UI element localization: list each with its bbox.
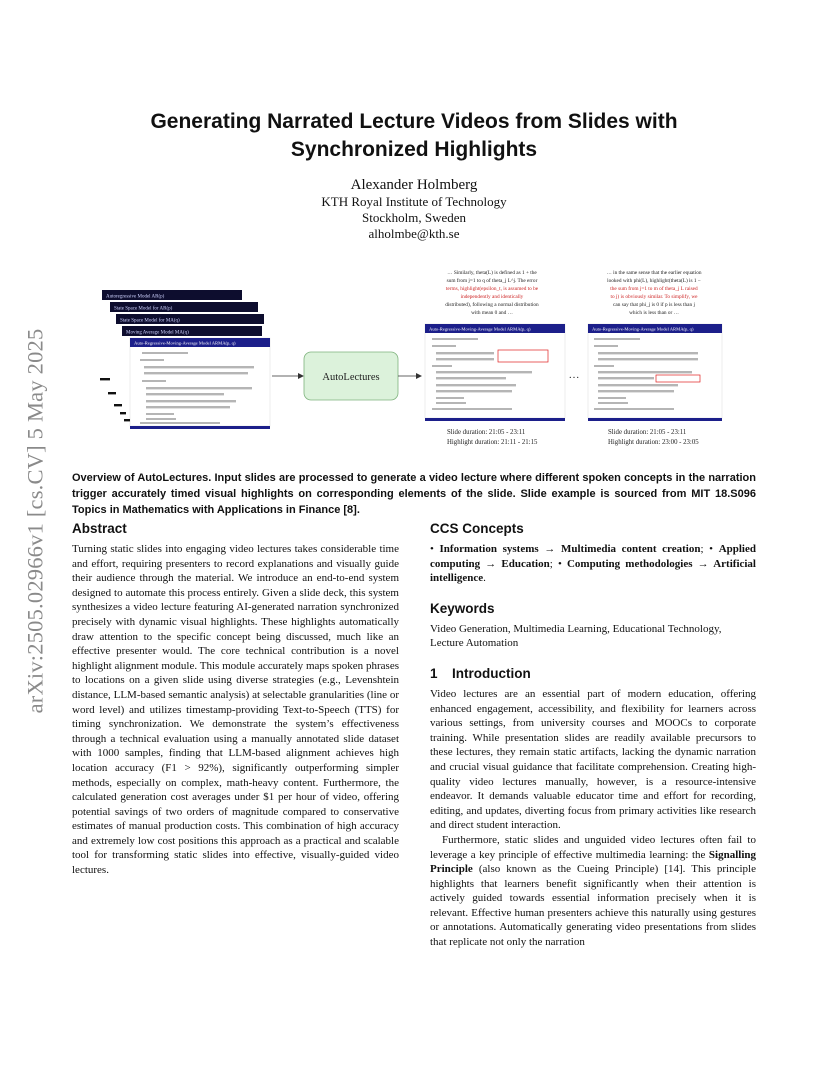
stack-label-1: Autoregressive Model AR(p): [106, 294, 165, 300]
output-frame-1: [425, 269, 565, 446]
title-line-1: Generating Narrated Lecture Videos from Slides with: [150, 110, 678, 133]
out1-text-line-4: independently and identically: [460, 294, 524, 300]
out1-highlight-duration: Highlight duration: 21:11 - 21:15: [447, 439, 538, 446]
signalling-principle-term: Signalling Principle: [430, 848, 756, 876]
author-affiliation: KTH Royal Institute of Technology: [321, 194, 507, 209]
arrow-out-head: [416, 373, 422, 379]
out2-text-line-3: the sum from j=1 to m of theta_j L raised: [610, 286, 698, 292]
out2-text-line-1: … in the same sense that the earlier equation: [606, 270, 702, 276]
section-number: 1: [430, 665, 438, 681]
figure-caption: Overview of AutoLectures. Input slides are processed to generate a video lecture where different spoken concepts in the narration trigger accurately timed visual highlights on corresponding elements of the slide. Slide example is sourced from MIT 18.S096 Topics in Mathematics with Applications in Finance [8].: [72, 472, 756, 516]
out2-slide-duration: Slide duration: 21:05 - 23:11: [608, 429, 687, 436]
out1-text-line-6: with mean 0 and …: [471, 310, 513, 316]
intro-paragraph-2: Furthermore, static slides and unguided video lectures often fail to leverage a key principle of effective multimedia learning: the Signalling Principle (also known as the Cueing Principle) [14]. This principle highlights that learners benefit significantly when their attention is actively guided towards essential information precisely when it is relevant. Effective human presenters achieve this naturally using gestures or annotations. Automatically generating video presentations from slides that replicate not only the narration: [430, 833, 756, 949]
author-name: Alexander Holmberg: [350, 177, 478, 193]
arrow-in-head: [298, 373, 304, 379]
paper-title: [80, 108, 748, 164]
out1-text-line-5: distributed), following a normal distribution: [445, 302, 539, 308]
abstract-body: Turning static slides into engaging video lectures takes considerable time and effort, requiring presenters to record explanations and visually guide their audience through the material. We introduce an end-to-end system designed to automate this process entirely. Given a slide deck, this system synthesizes a video lecture featuring AI-generated narration synchronized precisely with dynamic visual highlights. These highlights automatically draw attention to the specific concept being discussed, much like an effective presenter would. The core technical contribution is a novel highlight alignment module. This module accurately maps spoken phrases to locations on a given slide using diverse strategies (e.g., Levenshtein distance, LLM-based semantic analysis) at selectable granularities (line or word level) and utilizes timestamp-providing Text-to-Speech (TTS) for timing synchronization. We demonstrate the system’s effectiveness through a technical evaluation using a manually annotated slide dataset with 1000 samples, finding that LLM-based alignment achieves high location accuracy (F1 > 92%), significantly outperforming simpler methods, especially on complex, math-heavy content. Furthermore, the calculated generation cost averages under $1 per hour of video, offering potential savings of two orders of magnitude compared to conservative estimates of manual production costs. This combination of high accuracy and extremely low cost positions this approach as a practical and scalable tool for transforming static slides into effective, visually-guided video lectures.: [72, 543, 399, 877]
stack-label-4: Moving Average Model MA(q): [126, 330, 189, 336]
stack-label-3: State Space Model for MA(q): [120, 318, 180, 324]
author-location: Stockholm, Sweden: [362, 210, 466, 225]
ccs-body: • Information systems → Multimedia content creation; • Applied computing → Education; • Computing methodologies → Artificial intelligence.: [430, 543, 756, 585]
out2-text-line-5: can say that phi_j is 0 if p is less than j: [613, 302, 695, 308]
author-email: alholmbe@kth.se: [368, 226, 460, 241]
right-column: [430, 520, 756, 950]
ccs-concept-3: Computing methodologies → Artificial intelligence: [430, 557, 756, 585]
ccs-heading: CCS Concepts: [430, 521, 524, 536]
introduction-heading: [430, 665, 756, 683]
section-title: Introduction: [452, 665, 531, 681]
autolectures-label: AutoLectures: [322, 372, 380, 383]
output-frame-2: [588, 270, 722, 446]
out2-slide-header: Auto-Regressive-Moving-Average Model ARMA(p, q): [592, 326, 694, 332]
author-block: [200, 176, 628, 242]
frames-ellipsis: …: [568, 369, 580, 381]
stack-label-5: Auto-Regressive-Moving-Average Model ARMA(p, q): [134, 340, 236, 346]
out2-text-line-4: to j) is obviously similar. To simplify, we: [610, 294, 698, 300]
title-line-2: Synchronized Highlights: [290, 138, 538, 161]
out1-text-line-3: terms, highlight(epsilon_t, is assumed to be: [445, 286, 539, 292]
out1-text-line-2: sum from j=1 to q of theta_j L^j. The error: [446, 278, 538, 284]
intro-paragraph-1: Video lectures are an essential part of modern education, offering enhanced engagement, accessibility, and flexibility for learners across various settings, from university courses and MOOCs to corporate training. While presentation slides are readily available precursors to these lectures, they remain static artifacts, lacking the dynamic narration and crucial visual guidance that facilitate comprehension. Creating high-quality video lectures manually, however, is a resource-intensive endeavor. It demands valuable educator time and effort for recording, editing, and updates, diverting focus from primary activities like research and direct student interaction.: [430, 687, 756, 832]
out2-highlight-duration: Highlight duration: 23:00 - 23:05: [608, 439, 699, 446]
out1-slide-header: Auto-Regressive-Moving-Average Model ARMA(p, q): [429, 326, 531, 332]
out1-text-line-1: … Similarly, theta(L) is defined as 1 + the: [447, 270, 537, 276]
teaser-figure: [80, 262, 756, 462]
out2-text-line-2: looked with phi(L), highlight(theta(L) is 1 −: [607, 278, 701, 284]
left-column: [72, 520, 399, 878]
ccs-concept-2: Applied computing → Education: [430, 543, 756, 570]
keywords-body: Video Generation, Multimedia Learning, Educational Technology, Lecture Automation: [430, 622, 722, 650]
out1-slide-duration: Slide duration: 21:05 - 23:11: [447, 429, 526, 436]
ccs-concept-1: Information systems → Multimedia content creation: [439, 543, 701, 555]
abstract-heading: Abstract: [72, 521, 127, 536]
out2-text-line-6: which is less than or …: [629, 310, 679, 316]
stack-label-2: State Space Model for AR(p): [114, 306, 173, 312]
arxiv-identifier: arXiv:2505.02966v1 [cs.CV] 5 May 2025: [22, 328, 48, 714]
keywords-heading: Keywords: [430, 600, 495, 616]
input-slide-stack: [100, 290, 270, 429]
